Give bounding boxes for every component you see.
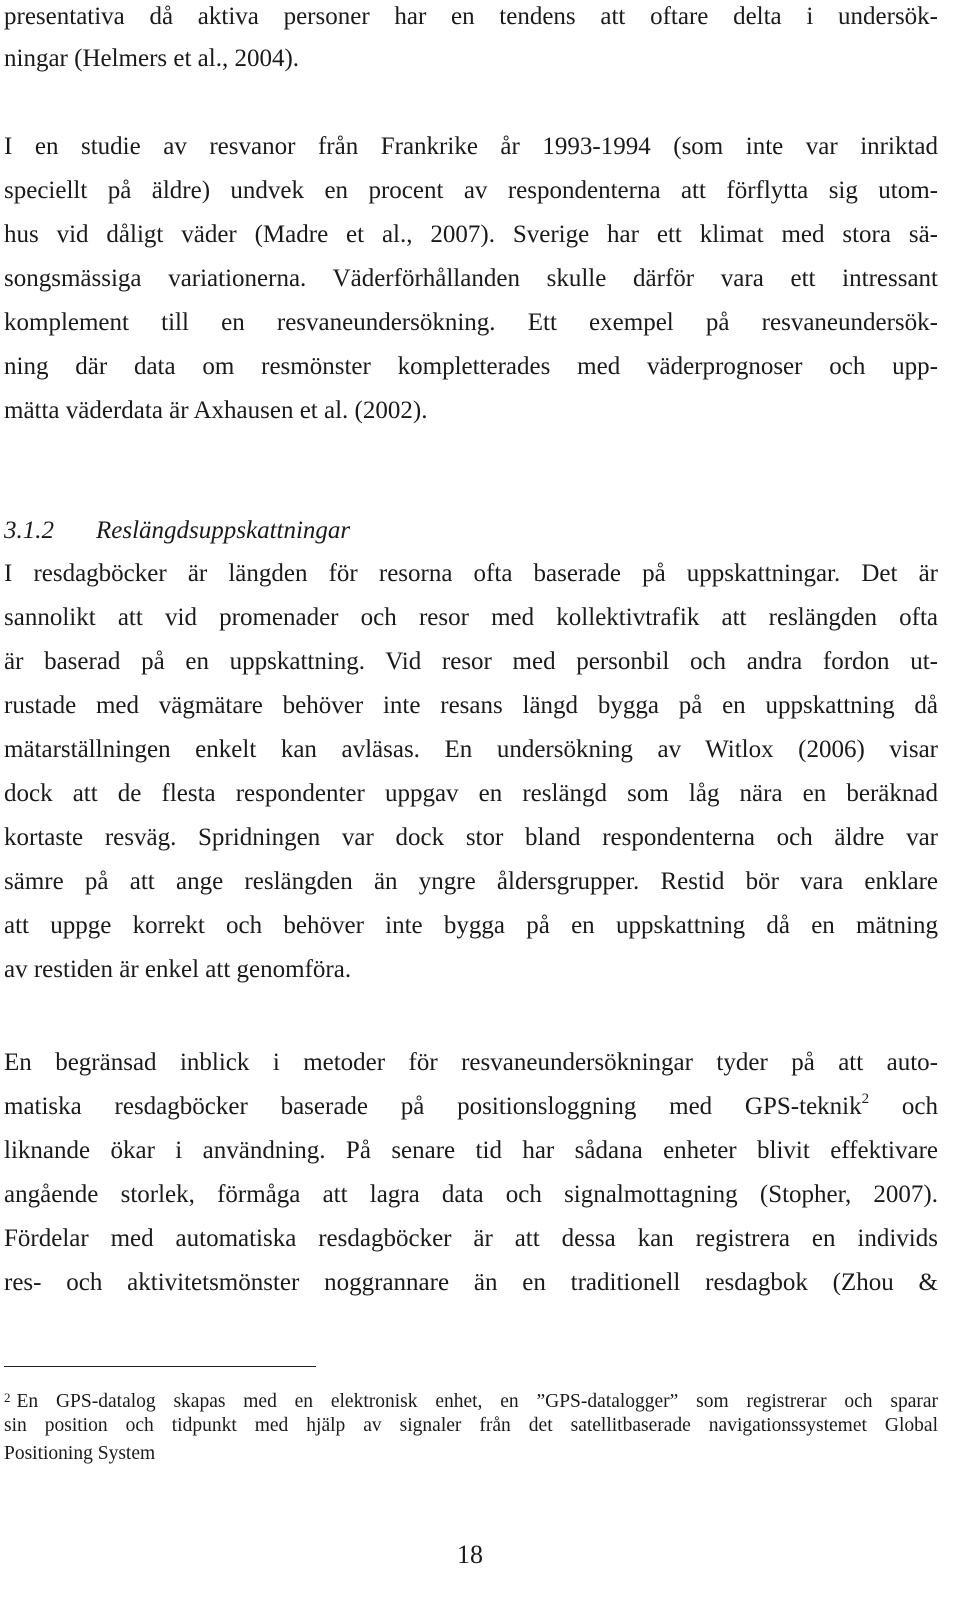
text-line: presentativa då aktiva personer har en tendens att oftare delta i undersök-: [4, 3, 938, 30]
text-line: rustade med vägmätare behöver inte resans längd bygga på en uppskattning då: [4, 692, 938, 719]
text-line: av restiden är enkel att genomföra.: [4, 956, 352, 983]
text-line: speciellt på äldre) undvek en procent av respondenterna att förflytta sig utom-: [4, 177, 938, 204]
text-line: I en studie av resvanor från Frankrike år 1993-1994 (som inte var inriktad: [4, 133, 938, 160]
footnote-reference: 2: [861, 1091, 870, 1107]
text-line: songsmässiga variationerna. Väderförhållanden skulle därför vara ett intressant: [4, 265, 938, 292]
text-line: En begränsad inblick i metoder för resvaneundersökningar tyder på att auto-: [4, 1049, 938, 1076]
text-line: kortaste resväg. Spridningen var dock stor bland respondenterna och äldre var: [4, 824, 938, 851]
text-line: att uppge korrekt och behöver inte bygga på en uppskattning då en mätning: [4, 912, 938, 939]
text-line: hus vid dåligt väder (Madre et al., 2007). Sverige har ett klimat med stora sä-: [4, 221, 938, 248]
footnote-line: [4, 1385, 938, 1415]
text-line: sannolikt att vid promenader och resor med kollektivtrafik att reslängden ofta: [4, 604, 938, 631]
text-line: dock att de flesta respondenter uppgav en reslängd som låg nära en beräknad: [4, 780, 938, 807]
text-line: ning där data om resmönster kompletterades med väderprognoser och upp-: [4, 353, 938, 380]
text-line: res- och aktivitetsmönster noggrannare än en traditionell resdagbok (Zhou &: [4, 1269, 938, 1296]
section-title: Reslängdsuppskattningar: [96, 517, 351, 544]
text-line-with-footnote-ref: [4, 1092, 938, 1122]
footnote-text: En GPS-datalog skapas med en elektronisk enhet, en ”GPS-datalogger” som registrerar och sparar: [16, 1391, 938, 1412]
text-line: mätta väderdata är Axhausen et al. (2002).: [4, 397, 428, 424]
text-line: ningar (Helmers et al., 2004).: [4, 45, 300, 72]
text-line: Fördelar med automatiska resdagböcker är att dessa kan registrera en individs: [4, 1225, 938, 1252]
text-segment: matiska resdagböcker baserade på positionsloggning med GPS-teknik: [4, 1093, 862, 1120]
footnote-separator: [4, 1366, 316, 1367]
footnote-line: Positioning System: [4, 1443, 156, 1464]
text-line: är baserad på en uppskattning. Vid resor med personbil och andra fordon ut-: [4, 648, 938, 675]
text-line: mätarställningen enkelt kan avläsas. En undersökning av Witlox (2006) visar: [4, 736, 938, 763]
section-heading: [4, 516, 350, 546]
text-line: angående storlek, förmåga att lagra data och signalmottagning (Stopher, 2007).: [4, 1181, 938, 1208]
text-line: liknande ökar i användning. På senare tid har sådana enheter blivit effektivare: [4, 1137, 938, 1164]
text-line: sämre på att ange reslängden än yngre åldersgrupper. Restid bör vara enklare: [4, 868, 938, 895]
footnote-line: sin position och tidpunkt med hjälp av signaler från det satellitbaserade navigationssystemet Global: [4, 1415, 938, 1436]
section-number: 3.1.2: [4, 517, 54, 544]
text-line: komplement till en resvaneundersökning. Ett exempel på resvaneundersök-: [4, 309, 938, 336]
footnote-marker: 2: [4, 1390, 11, 1405]
text-line: I resdagböcker är längden för resorna ofta baserade på uppskattningar. Det är: [4, 560, 938, 587]
page-number: 18: [457, 1540, 483, 1569]
text-segment: och: [869, 1093, 938, 1120]
